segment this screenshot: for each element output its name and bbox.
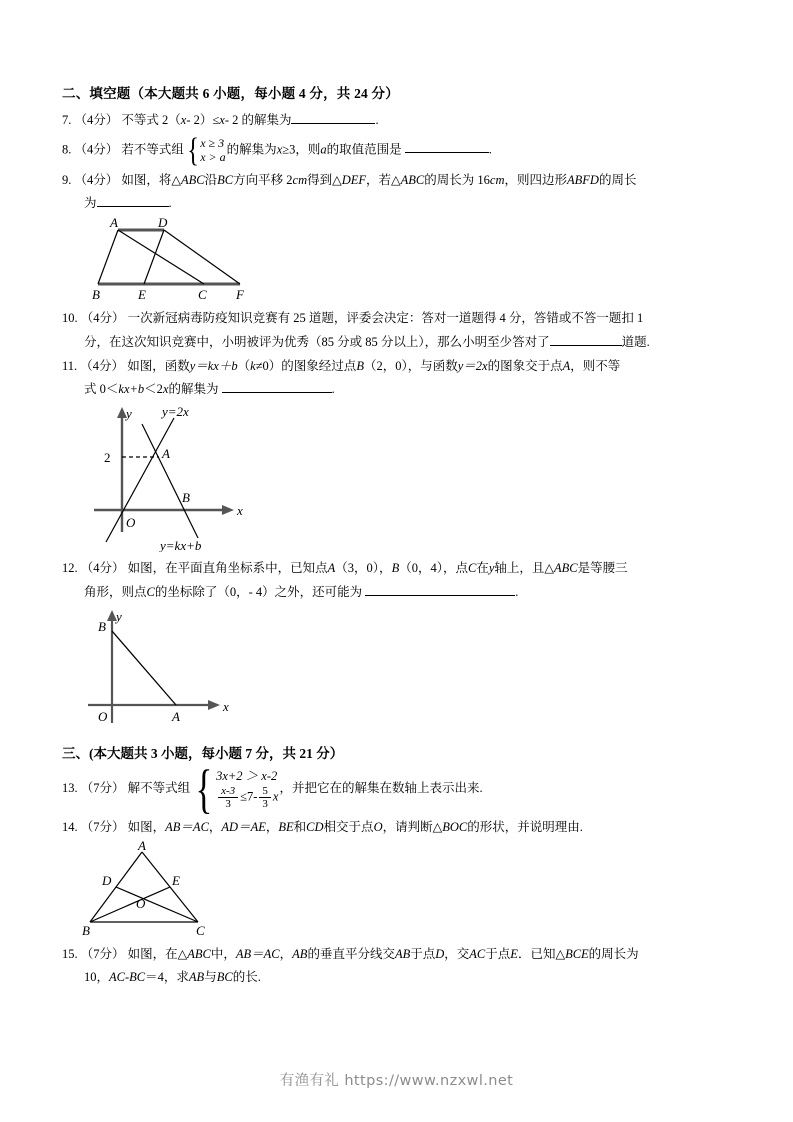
q11-equation-3: kx+b bbox=[118, 382, 145, 396]
q15-label-10: BC bbox=[129, 970, 146, 984]
q15-label-12: BC bbox=[216, 970, 233, 984]
q7-text-c: - 2 的解集为 bbox=[224, 113, 292, 128]
q9-label-1: ABC bbox=[181, 172, 205, 187]
q14-text-b: ， bbox=[208, 819, 222, 834]
q9-label-F: F bbox=[236, 287, 244, 303]
q14-text-a: 如图， bbox=[127, 819, 166, 834]
q11-label-2: A bbox=[562, 358, 571, 373]
q15-text-m: 与 bbox=[204, 970, 217, 984]
q7-answer-blank[interactable] bbox=[291, 123, 375, 124]
q7-var-1: x bbox=[180, 113, 187, 128]
question-9-line2 bbox=[62, 193, 738, 213]
q8-var-1: x bbox=[276, 142, 283, 156]
q15-text-g: 于点 bbox=[485, 946, 511, 961]
q15-text-i: 的周长为 bbox=[588, 946, 639, 961]
q12-segment-BA bbox=[112, 631, 176, 705]
q12-label-1: A bbox=[327, 561, 336, 576]
q10-number: 10 bbox=[62, 311, 75, 326]
q11-text-j: . bbox=[331, 382, 335, 396]
q8-var-2: a bbox=[320, 142, 327, 156]
q7-text-a: 不等式 2（ bbox=[121, 113, 181, 128]
q15-text-h: ．已知△ bbox=[517, 946, 566, 961]
q11-var-2: x bbox=[162, 382, 169, 396]
q15-text-f: ，交 bbox=[444, 946, 470, 961]
q14-label-2: AD＝AE bbox=[221, 819, 266, 834]
q12-label-5: C bbox=[146, 584, 155, 599]
question-11-line2 bbox=[62, 379, 738, 399]
q7-text-b: - 2）≤ bbox=[186, 113, 220, 128]
q14-marks: （7分） bbox=[80, 819, 125, 834]
brace-glyph: { bbox=[187, 131, 199, 169]
q14-label-O: O bbox=[136, 895, 146, 911]
q11-var-1: k bbox=[250, 358, 256, 373]
q7-number: 7 bbox=[62, 113, 69, 128]
q9-label-D: D bbox=[158, 216, 168, 231]
q9-label-E: E bbox=[138, 287, 146, 303]
q13-text-a: 解不等式组 bbox=[127, 781, 191, 796]
q14-label-5: O bbox=[373, 819, 383, 834]
figure-question-9 bbox=[76, 216, 738, 302]
figure-question-11 bbox=[82, 402, 738, 552]
question-15: 15. （7分） 如图，在△ABC中，AB＝AC，AB的垂直平分线交AB于点D，交AC于点E．已知△BCE的周长为 bbox=[62, 946, 639, 961]
q9-text-j: . bbox=[168, 196, 172, 210]
footer-watermark: 有渔有礼 https://www.nzxwl.net bbox=[279, 1073, 514, 1089]
q11-marks: （4分） bbox=[80, 358, 125, 373]
q8-marks: （4分） bbox=[74, 142, 119, 156]
q14-label-C: C bbox=[196, 922, 205, 936]
q11-origin: O bbox=[126, 515, 136, 531]
q11-answer-blank[interactable] bbox=[222, 392, 332, 393]
q15-text-k: - bbox=[125, 970, 130, 984]
q12-text-b: （3，0）， bbox=[335, 561, 392, 576]
q9-text-b: 沿 bbox=[204, 172, 218, 187]
q8-text-a: 若不等式组 bbox=[121, 142, 184, 156]
q12-point-A: A bbox=[172, 708, 180, 724]
page-content bbox=[62, 84, 738, 990]
q13-number: 13 bbox=[62, 781, 75, 796]
q12-answer-blank[interactable] bbox=[365, 595, 515, 596]
q14-diagram bbox=[72, 840, 242, 936]
q8-answer-blank[interactable] bbox=[405, 152, 489, 153]
q8-inequality-system bbox=[185, 131, 226, 169]
q12-number: 12 bbox=[62, 561, 75, 576]
q8-text-d: 的取值范围是 bbox=[326, 142, 402, 156]
question-10-line2 bbox=[62, 332, 738, 352]
q11-text-f: ，则不等 bbox=[570, 358, 621, 373]
question-12-line2 bbox=[62, 582, 738, 602]
q15-label-7: E bbox=[510, 946, 518, 961]
q14-text-g: 的形状，并说明理由. bbox=[467, 819, 583, 834]
q11-text-c: ≠0）的图象经过点 bbox=[255, 358, 357, 373]
q15-text-l: ＝4，求 bbox=[145, 970, 189, 984]
q12-text-c: （0，4），点 bbox=[399, 561, 468, 576]
q9-diagram bbox=[76, 216, 276, 302]
q11-point-B: B bbox=[182, 490, 190, 506]
q15-marks: （7分） bbox=[80, 946, 125, 961]
q10-text-b: 分，在这次知识竞赛中，小明被评为优秀（85 分或 85 分以上），那么小明至少答对了 bbox=[84, 334, 550, 349]
q9-label-C: C bbox=[198, 287, 207, 303]
figure-question-14 bbox=[72, 840, 738, 936]
q14-number: 14 bbox=[62, 819, 75, 834]
q15-number: 15 bbox=[62, 946, 75, 961]
q10-text-a: 一次新冠病毒防疫知识竞赛有 25 道题，评委会决定：答对一道题得 4 分，答错或不答一题扣 1 bbox=[127, 311, 644, 326]
q10-answer-blank[interactable] bbox=[550, 345, 622, 346]
q13-mid: 7- bbox=[247, 789, 258, 804]
q9-label-A: A bbox=[110, 216, 118, 231]
q11-equation-1: y＝kx＋b bbox=[189, 358, 238, 373]
q14-label-D: D bbox=[102, 872, 112, 888]
q14-label-B: B bbox=[82, 922, 90, 936]
q9-text-h: 的周长 bbox=[598, 172, 637, 187]
q15-text-e: 于点 bbox=[410, 946, 436, 961]
q13-sys-row-1: 3x+2 ＞ x-2 bbox=[216, 769, 278, 783]
q9-answer-blank[interactable] bbox=[97, 206, 169, 207]
q11-tick-2: 2 bbox=[104, 450, 111, 466]
q12-var-1: y bbox=[488, 561, 495, 576]
q15-text-b: 中， bbox=[210, 946, 236, 961]
q9-text-a: 如图，将△ bbox=[121, 172, 182, 187]
q9-text-i: 为 bbox=[84, 196, 97, 210]
q15-label-8: BCE bbox=[565, 946, 589, 961]
q15-label-5: D bbox=[435, 946, 445, 961]
q12-text-f: 是等腰三 bbox=[577, 561, 628, 576]
q15-text-a: 如图，在△ bbox=[127, 946, 188, 961]
q8-text-c: ≥3，则 bbox=[282, 142, 321, 156]
q12-text-d: 在 bbox=[476, 561, 489, 576]
q7-var-2: x bbox=[219, 113, 225, 128]
q9-text-d: 得到△ bbox=[307, 172, 342, 187]
q12-text-g: 角形，则点 bbox=[84, 584, 147, 599]
q15-text-c: ， bbox=[279, 946, 293, 961]
q14-label-3: BE bbox=[278, 819, 294, 834]
question-14: 14. （7分） 如图，AB＝AC，AD＝AE，BE和CD相交于点O，请判断△BOC的形状，并说明理由. bbox=[62, 819, 583, 834]
q10-marks: （4分） bbox=[80, 311, 125, 326]
q14-text-e: 相交于点 bbox=[323, 819, 374, 834]
q13-sys-row-2 bbox=[216, 785, 278, 811]
q7-marks: （4分） bbox=[74, 113, 119, 128]
q11-text-b: （ bbox=[237, 358, 251, 373]
q11-text-i: 的解集为 bbox=[168, 382, 219, 396]
q11-line-kxb bbox=[142, 424, 198, 538]
question-15-line2 bbox=[62, 967, 738, 987]
q12-origin: O bbox=[98, 708, 108, 724]
q11-point-A: A bbox=[162, 446, 170, 462]
q12-label-2: B bbox=[391, 561, 400, 576]
q13-tail-var: x bbox=[272, 789, 279, 804]
q9-label-5: ABFD bbox=[567, 172, 599, 187]
q9-label-2: BC bbox=[217, 172, 234, 187]
q11-text-a: 如图，函数 bbox=[127, 358, 190, 373]
section-heading-2: 二、填空题（本大题共 6 小题，每小题 4 分，共 24 分） bbox=[62, 86, 399, 101]
q13-fraction-1 bbox=[218, 785, 238, 811]
q13-marks: （7分） bbox=[80, 781, 125, 796]
figure-question-12 bbox=[80, 605, 738, 730]
question-12: 12. （4分） 如图，在平面直角坐标系中，已知点A（3，0），B（0，4），点C在y轴上，且△ABC是等腰三 bbox=[62, 561, 628, 576]
q9-unit-2: cm bbox=[489, 172, 505, 187]
q12-text-i: . bbox=[515, 584, 519, 599]
q14-label-4: CD bbox=[306, 819, 324, 834]
q11-text-d: （2，0），与函数 bbox=[363, 358, 458, 373]
q11-label-1: B bbox=[356, 358, 364, 373]
q12-diagram bbox=[80, 605, 250, 730]
q11-text-h: ＜2 bbox=[144, 382, 163, 396]
q12-axis-y: y bbox=[116, 608, 122, 624]
q11-text-e: 的图象交于点 bbox=[487, 358, 563, 373]
q9-label-3: DEF bbox=[341, 172, 367, 187]
q8-number: 8 bbox=[62, 142, 69, 156]
q13-inequality-sign: ≤ bbox=[240, 789, 247, 804]
question-8: 8. （4分） 若不等式组 { x ≥ 3 x > a 的解集为x≥3，则a的取值范围是 . bbox=[62, 131, 492, 169]
q13-frac1-numerator: x-3 bbox=[218, 785, 238, 798]
q12-text-h: 的坐标除了（0，- 4）之外，还可能为 bbox=[154, 584, 363, 599]
q12-text-e: 轴上，且△ bbox=[494, 561, 555, 576]
q11-x-arrow bbox=[222, 505, 234, 515]
q10-text-c: 道题. bbox=[621, 334, 650, 349]
q14-text-c: ， bbox=[265, 819, 279, 834]
q15-text-d: 的垂直平分线交 bbox=[307, 946, 395, 961]
q9-marks: （4分） bbox=[74, 172, 119, 187]
q15-label-4: AB bbox=[394, 946, 411, 961]
q14-label-6: BOC bbox=[442, 819, 468, 834]
q14-text-d: 和 bbox=[293, 819, 307, 834]
q11-line1-label: y=2x bbox=[162, 404, 189, 420]
q12-marks: （4分） bbox=[80, 561, 125, 576]
q8-text-e: . bbox=[488, 142, 492, 156]
q9-text-g: ，则四边形 bbox=[504, 172, 567, 187]
q12-point-B: B bbox=[98, 618, 106, 634]
q8-sys-row-2: x > a bbox=[200, 150, 226, 165]
q11-line2-label: y=kx+b bbox=[160, 538, 202, 553]
q14-label-1: AB＝AC bbox=[165, 819, 209, 834]
brace-glyph: { bbox=[195, 759, 213, 819]
q9-text-e: ，若△ bbox=[366, 172, 401, 187]
q12-label-3: C bbox=[467, 561, 477, 576]
q15-label-3: AB bbox=[292, 946, 308, 961]
q9-text-f: 的周长为 16 bbox=[424, 172, 490, 187]
q11-axis-y: y bbox=[126, 406, 132, 422]
q8-sys-row-1: x ≥ 3 bbox=[200, 135, 225, 150]
q14-text-f: ，请判断△ bbox=[382, 819, 443, 834]
q9-label-B: B bbox=[92, 287, 100, 303]
question-13: 13. （7分） 解不等式组 { 3x+2 ＞ x-2 $\frac{x-3}{3}$ ≤7- $\frac{5}{3}$ x ，并把它在的解集在数轴上表示出来. bbox=[62, 759, 483, 819]
q11-diagram bbox=[82, 402, 272, 552]
q11-number: 11 bbox=[62, 358, 75, 373]
question-10: 10. （4分） 一次新冠病毒防疫知识竞赛有 25 道题，评委会决定：答对一道题得 4 分，答错或不答一题扣 1 bbox=[62, 311, 644, 326]
q9-label-4: ABC bbox=[400, 172, 425, 187]
q13-text-b: ，并把它在的解集在数轴上表示出来. bbox=[279, 781, 483, 796]
q11-line-y2x bbox=[106, 418, 174, 542]
q12-x-arrow bbox=[208, 700, 220, 710]
q13-frac1-denominator: 3 bbox=[225, 798, 231, 811]
q15-text-j: 10， bbox=[84, 970, 110, 984]
q9-segment-AB bbox=[98, 230, 118, 284]
q15-label-1: ABC bbox=[187, 946, 211, 961]
q9-segment-DF bbox=[164, 230, 240, 284]
q7-text-d: . bbox=[375, 113, 379, 128]
q12-text-a: 如图，在平面直角坐标系中，已知点 bbox=[127, 561, 328, 576]
q13-frac2-numerator: 5 bbox=[259, 785, 271, 798]
q11-text-g: 式 0＜ bbox=[84, 382, 119, 396]
q13-frac2-denominator: 3 bbox=[262, 798, 268, 811]
q11-equation-2: y＝2x bbox=[457, 358, 488, 373]
q11-axis-x: x bbox=[237, 503, 243, 519]
question-11: 11. （4分） 如图，函数y＝kx＋b（k≠0）的图象经过点B（2，0），与函数y＝2x的图象交于点A，则不等 bbox=[62, 358, 621, 373]
q15-label-11: AB bbox=[188, 970, 205, 984]
q15-label-9: AC bbox=[109, 970, 125, 984]
q9-unit-1: cm bbox=[292, 172, 308, 187]
question-9: 9. （4分） 如图，将△ABC沿BC方向平移 2cm得到△DEF，若△ABC的周长为 16cm，则四边形ABFD的周长 bbox=[62, 172, 637, 187]
section-heading-3: 三、(本大题共 3 小题，每小题 7 分，共 21 分） bbox=[62, 745, 344, 761]
q15-label-2: AB＝AC bbox=[235, 946, 280, 961]
question-7: 7. （4分） 不等式 2（x- 2）≤x- 2 的解集为 . bbox=[62, 113, 379, 128]
q13-fraction-2 bbox=[259, 785, 271, 811]
q15-text-n: 的长. bbox=[232, 970, 261, 984]
q9-number: 9 bbox=[62, 172, 69, 187]
q13-inequality-system bbox=[191, 759, 279, 819]
q8-text-b: 的解集为 bbox=[226, 142, 277, 156]
q12-label-4: ABC bbox=[554, 561, 578, 576]
q9-text-c: 方向平移 2 bbox=[233, 172, 293, 187]
q15-label-6: AC bbox=[469, 946, 486, 961]
q12-axis-x: x bbox=[223, 698, 229, 714]
q14-label-A: A bbox=[138, 839, 146, 853]
q14-label-E: E bbox=[172, 872, 180, 888]
